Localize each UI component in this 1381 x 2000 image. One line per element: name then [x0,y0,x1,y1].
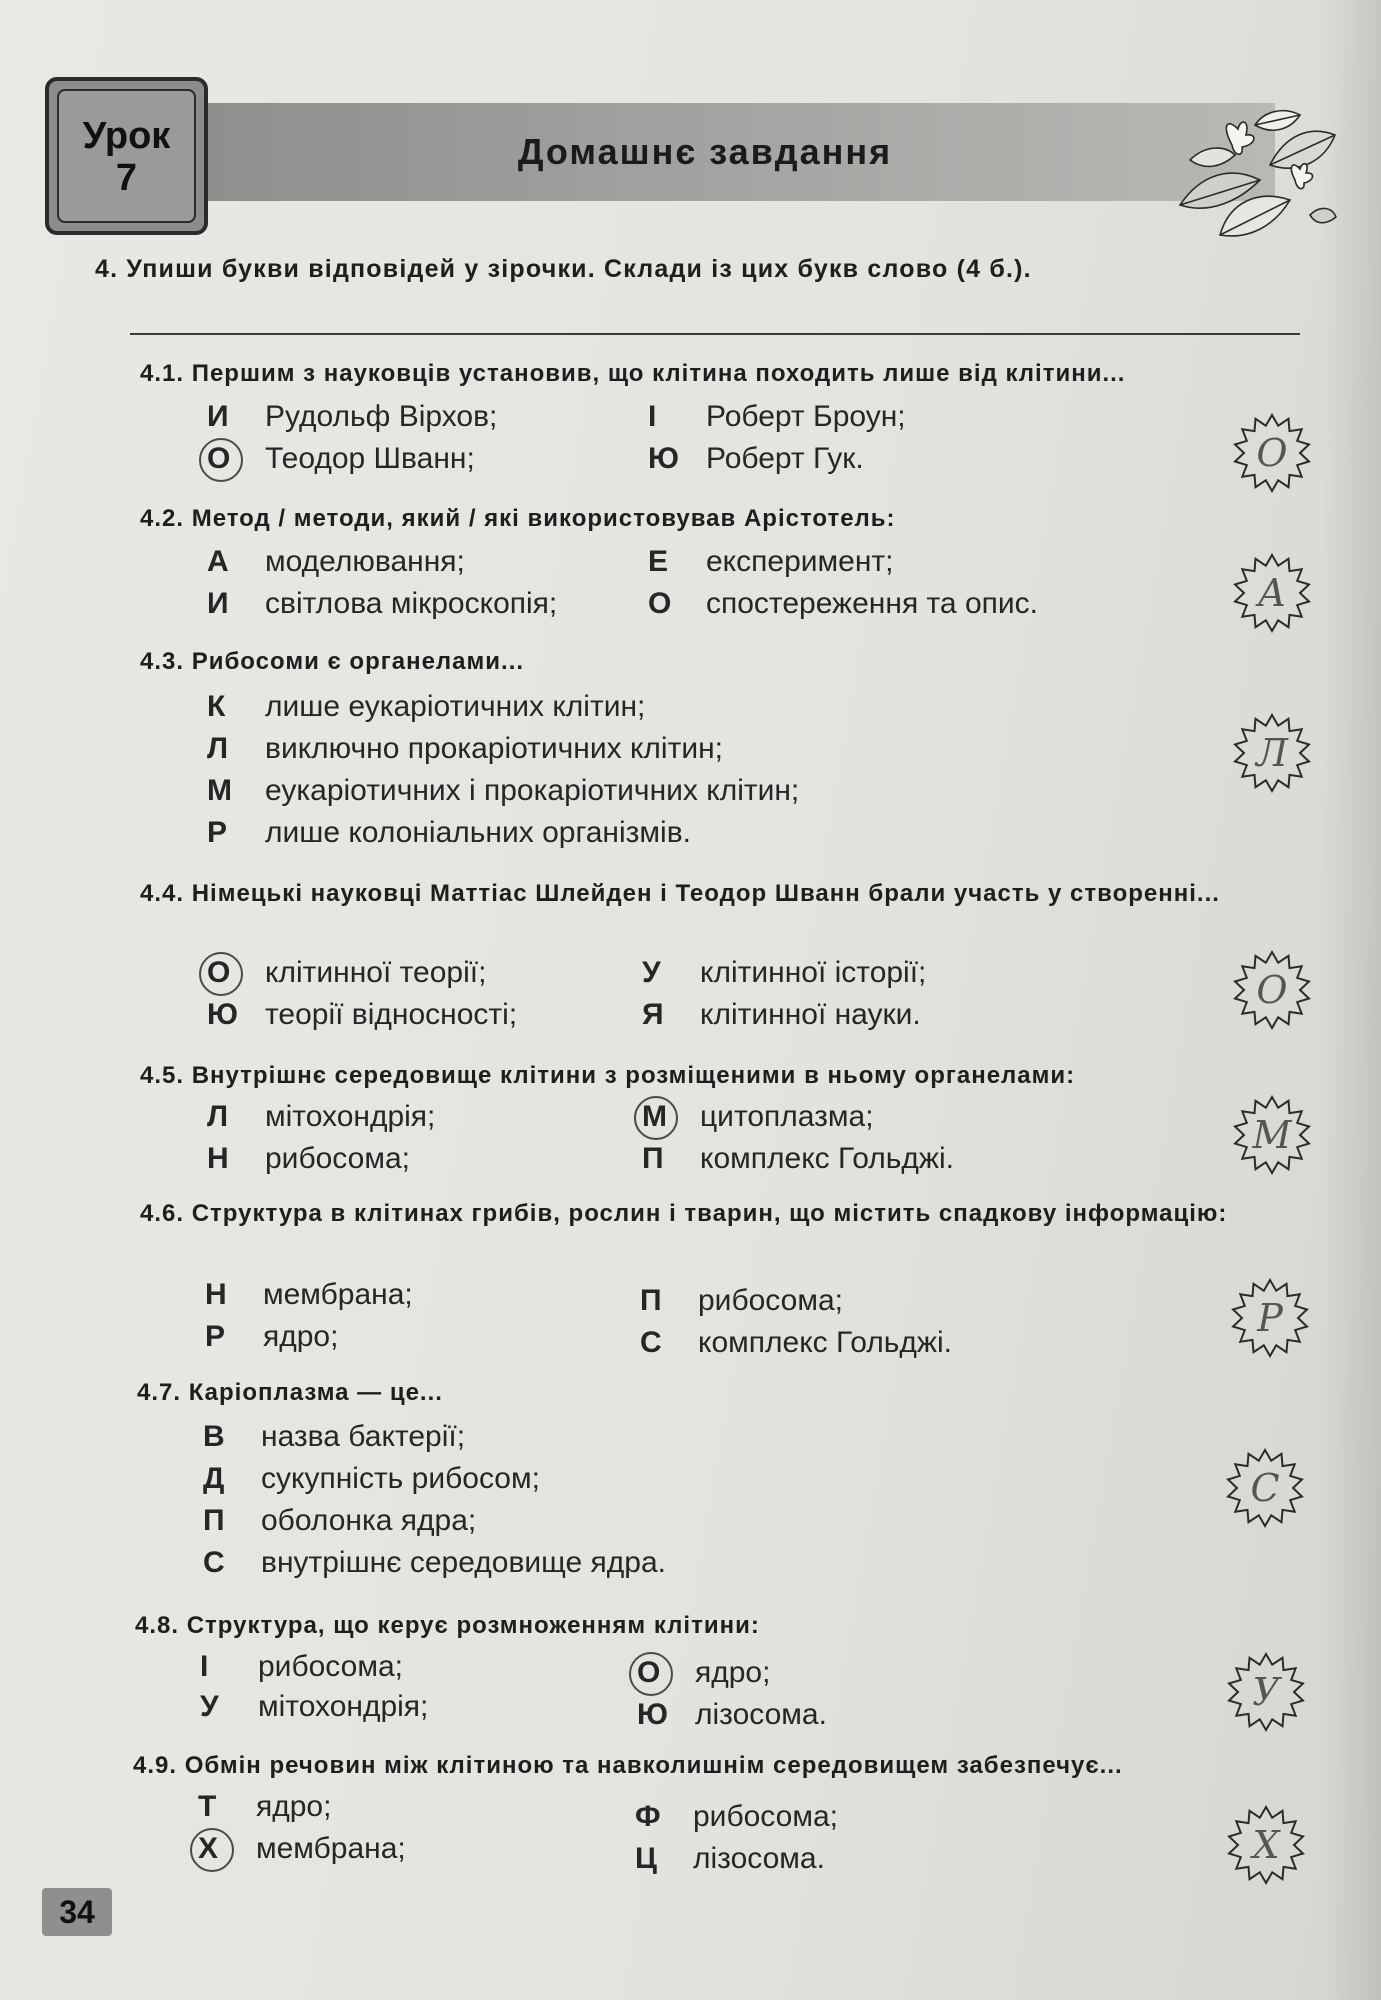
question-4-8: 4.8. Структура, що керує розмноженням клітини: [135,1612,760,1639]
page-number: 34 [42,1888,112,1936]
option-4-8-c[interactable] [200,1690,428,1724]
option-4-6-a[interactable] [205,1278,413,1312]
star-answer-letter: М [1252,1113,1292,1157]
option-text: комплекс Гольджі. [700,1142,954,1175]
option-letter: Т [198,1790,217,1823]
lesson-badge [45,77,208,235]
option-4-7-a[interactable] [203,1420,465,1454]
option-text: ядро; [695,1656,771,1689]
option-letter-circled: О [207,956,265,990]
star-answer-letter: А [1257,571,1287,615]
answer-star-4-8[interactable] [1226,1652,1306,1732]
option-4-6-b[interactable] [640,1284,843,1318]
answer-star-4-9[interactable] [1226,1805,1306,1885]
question-4-9: 4.9. Обмін речовин між клітиною та навколишнім середовищем забезпечує... [133,1752,1123,1779]
answer-star-4-4[interactable] [1232,950,1312,1030]
option-4-3-c[interactable] [207,774,799,808]
option-4-9-b[interactable] [635,1800,838,1834]
option-letter-circled: О [207,442,265,476]
option-text: мітохондрія; [265,1100,436,1133]
option-text: лише колоніальних організмів. [265,816,691,849]
option-4-2-a[interactable] [207,545,465,579]
option-letter: А [207,545,229,578]
option-letter: С [640,1326,662,1359]
task-title: 4. Упиши букви відповідей у зірочки. Склади із цих букв слово (4 б.). [95,255,1032,283]
option-4-2-c[interactable] [207,587,557,621]
answer-star-4-6[interactable] [1230,1278,1310,1358]
option-text: клітинної теорії; [265,956,487,989]
option-letter: С [203,1546,225,1579]
option-text: рибосома; [698,1284,843,1317]
option-text: моделювання; [265,545,465,578]
option-4-8-a[interactable] [200,1650,403,1684]
answer-star-4-1[interactable] [1232,413,1312,493]
option-4-1-a[interactable] [207,400,497,434]
lesson-number: 7 [115,157,138,199]
option-letter: Ю [637,1698,668,1731]
option-text: теорії відносності; [265,998,518,1031]
option-text: світлова мікроскопія; [265,587,558,620]
option-4-3-d[interactable] [207,816,691,850]
lesson-badge-inner [57,89,196,223]
option-letter: Ю [648,442,679,475]
option-letter: Н [207,1142,229,1175]
option-letter: Л [207,1100,229,1133]
option-text: лізосома. [693,1842,825,1875]
answer-star-4-7[interactable] [1225,1448,1305,1528]
option-text: Рудольф Вірхов; [265,400,498,433]
option-text: лише еукаріотичних клітин; [265,690,646,723]
option-4-4-c[interactable] [207,998,517,1032]
option-letter-circled: О [637,1656,695,1690]
option-4-6-d[interactable] [640,1326,952,1360]
option-4-6-c[interactable] [205,1320,338,1354]
option-letter: Д [203,1462,225,1495]
answer-line[interactable] [130,333,1300,335]
star-answer-letter: Л [1256,731,1288,775]
option-4-2-b[interactable] [648,545,893,579]
option-4-2-d[interactable] [648,587,1038,621]
option-4-8-b[interactable] [637,1656,770,1690]
option-4-7-c[interactable] [203,1504,476,1538]
option-4-5-d[interactable] [642,1142,954,1176]
option-letter: Я [642,998,664,1031]
option-4-9-a[interactable] [198,1790,331,1824]
option-letter: Н [205,1278,227,1311]
option-letter: Ф [635,1800,661,1833]
option-letter: Е [648,545,669,578]
option-letter: Л [207,732,229,765]
option-text: сукупність рибосом; [261,1462,540,1495]
option-text: внутрішнє середовище ядра. [261,1546,666,1579]
option-text: назва бактерії; [261,1420,466,1453]
option-4-1-d[interactable] [648,442,864,476]
option-text: Роберт Гук. [706,442,864,475]
question-4-6: 4.6. Структура в клітинах грибів, рослин і тварин, що містить спадкову інформацію: [140,1200,1228,1227]
option-text: ядро; [263,1320,339,1353]
answer-star-4-3[interactable] [1232,713,1312,793]
question-4-4: 4.4. Німецькі науковці Маттіас Шлейден і Теодор Шванн брали участь у створенні... [140,880,1220,907]
option-4-7-b[interactable] [203,1462,540,1496]
option-letter: М [207,774,232,807]
option-letter: І [200,1650,209,1683]
option-4-5-a[interactable] [207,1100,435,1134]
star-answer-letter: О [1256,431,1288,475]
option-text: оболонка ядра; [261,1504,477,1537]
option-text: рибосома; [693,1800,838,1833]
option-text: еукаріотичних і прокаріотичних клітин; [265,774,800,807]
option-letter: О [648,587,672,620]
star-answer-letter: У [1252,1670,1280,1714]
option-letter: И [207,400,229,433]
option-letter-circled: М [642,1100,700,1134]
option-text: Теодор Шванн; [265,442,475,475]
option-text: клітинної історії; [700,956,927,989]
option-text: Роберт Броун; [706,400,906,433]
option-text: ядро; [256,1790,332,1823]
lesson-word: Урок [82,115,171,157]
option-text: цитоплазма; [700,1100,874,1133]
option-4-1-b[interactable] [648,400,906,434]
star-answer-letter: С [1250,1466,1280,1510]
question-4-7: 4.7. Каріоплазма — це... [137,1379,443,1406]
page-title: Домашнє завдання [517,131,893,172]
option-4-5-c[interactable] [207,1142,410,1176]
option-4-4-a[interactable] [207,956,486,990]
answer-star-4-2[interactable] [1232,553,1312,633]
option-text: спостереження та опис. [706,587,1038,620]
option-4-9-d[interactable] [635,1842,825,1876]
option-letter: П [642,1142,664,1175]
option-text: мембрана; [263,1278,413,1311]
option-text: мітохондрія; [258,1690,429,1723]
option-letter: Ю [207,998,238,1031]
option-letter: К [207,690,226,723]
option-text: клітинної науки. [700,998,921,1031]
option-letter: Р [205,1320,226,1353]
question-4-5: 4.5. Внутрішнє середовище клітини з розміщеними в ньому органелами: [140,1062,1076,1089]
option-4-3-a[interactable] [207,690,645,724]
option-4-3-b[interactable] [207,732,723,766]
answer-star-4-5[interactable] [1232,1095,1312,1175]
option-letter: У [642,956,661,989]
option-4-1-c[interactable] [207,442,475,476]
option-letter-circled: Х [198,1832,256,1866]
option-4-4-b[interactable] [642,956,926,990]
question-4-1: 4.1. Першим з науковців установив, що клітина походить лише від клітини... [140,360,1126,387]
option-text: рибосома; [258,1650,403,1683]
option-4-5-b[interactable] [642,1100,874,1134]
option-text: мембрана; [256,1832,406,1865]
butterflies-leaves-icon [1160,105,1340,240]
star-answer-letter: О [1256,968,1288,1012]
star-answer-letter: Р [1257,1296,1283,1340]
option-4-8-d[interactable] [637,1698,827,1732]
question-4-3: 4.3. Рибосоми є органелами... [140,648,525,675]
option-letter: В [203,1420,225,1453]
option-letter: П [203,1504,225,1537]
option-text: експеримент; [706,545,894,578]
option-letter: П [640,1284,662,1317]
option-letter: Р [207,816,228,849]
star-answer-letter: Х [1252,1823,1280,1867]
option-text: виключно прокаріотичних клітин; [265,732,723,765]
option-letter: І [648,400,657,433]
question-4-2: 4.2. Метод / методи, який / які використовував Арістотель: [140,505,896,532]
option-letter: И [207,587,229,620]
option-4-4-d[interactable] [642,998,921,1032]
option-4-9-c[interactable] [198,1832,406,1866]
option-letter: Ц [635,1842,657,1875]
option-text: рибосома; [265,1142,410,1175]
option-4-7-d[interactable] [203,1546,666,1580]
page-fold-shadow [1321,0,1381,2000]
option-text: комплекс Гольджі. [698,1326,952,1359]
option-letter: У [200,1690,219,1723]
option-text: лізосома. [695,1698,827,1731]
